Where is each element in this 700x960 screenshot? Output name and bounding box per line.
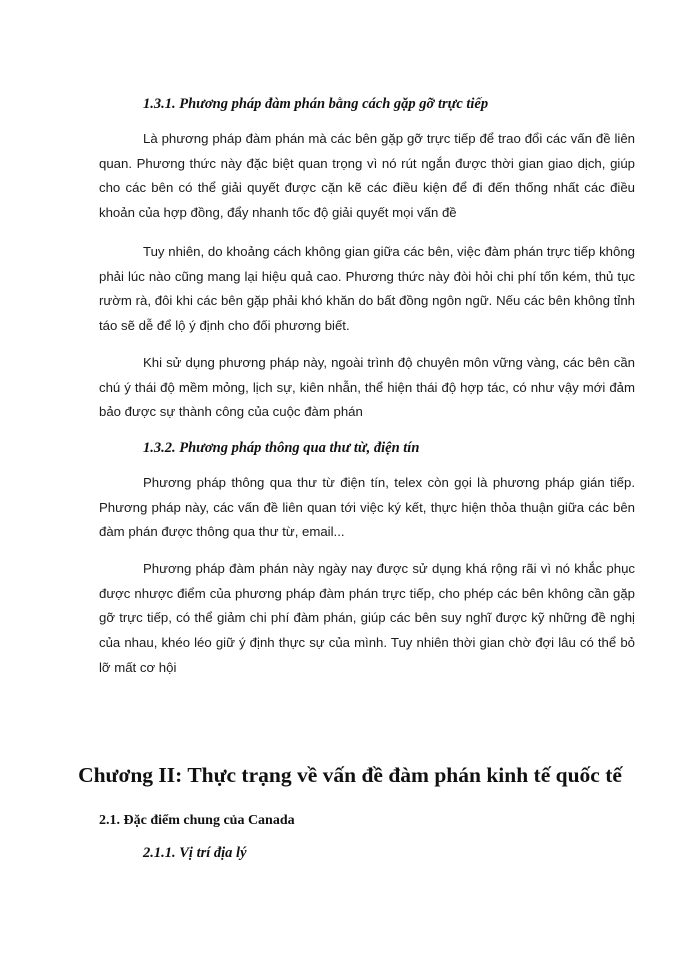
paragraph-indirect-method-benefits: Phương pháp đàm phán này ngày nay được sử dụng khá rộng rãi vì nó khắc phục được nhược điểm của phương pháp đàm phán trực tiếp, cho phép các bên không cần gặp gỡ trực tiếp, có thể giảm chi phí đàm phán, giúp các bên suy nghĩ được kỹ những đề nghị của nhau, khéo léo giữ ý định thực sự của mình. Tuy nhiên thời gian chờ đợi lâu có thể bỏ lỡ mất cơ hội <box>99 561 635 675</box>
subsection-heading-1-3-2: 1.3.2. Phương pháp thông qua thư từ, điện tín <box>143 440 420 456</box>
paragraph-direct-method-advice: Khi sử dụng phương pháp này, ngoài trình độ chuyên môn vững vàng, các bên cần chú ý thái độ mềm mỏng, lịch sự, kiên nhẫn, thể hiện thái độ hợp tác, có như vậy mới đảm bảo được sự thành công của cuộc đàm phán <box>99 355 635 420</box>
section-heading-2-1: 2.1. Đặc điểm chung của Canada <box>99 813 295 828</box>
chapter-title: Chương II: Thực trạng về vấn đề đàm phán kinh tế quốc tế <box>78 763 622 787</box>
subsection-heading-1-3-1: 1.3.1. Phương pháp đàm phán bằng cách gặp gỡ trực tiếp <box>143 96 489 112</box>
subsection-heading-2-1-1: 2.1.1. Vị trí địa lý <box>143 845 247 861</box>
paragraph-direct-method-definition: Là phương pháp đàm phán mà các bên gặp gỡ trực tiếp để trao đổi các vấn đề liên quan. Phương thức này đặc biệt quan trọng vì nó rút ngắn được thời gian giao dịch, giúp cho các bên có thể giải quyết được cặn kẽ các điều kiện để đi đến thống nhất các điều khoản của hợp đồng, đẩy nhanh tốc độ giải quyết mọi vấn đề <box>99 131 635 221</box>
paragraph-direct-method-drawbacks: Tuy nhiên, do khoảng cách không gian giữa các bên, việc đàm phán trực tiếp không phải lúc nào cũng mang lại hiệu quả cao. Phương thức này đòi hỏi chi phí tốn kém, thủ tục rườm rà, đôi khi các bên gặp phải khó khăn do bất đồng ngôn ngữ. Nếu các bên không tỉnh táo sẽ dễ để lộ ý định cho đối phương biết. <box>99 244 635 334</box>
paragraph-indirect-method-definition: Phương pháp thông qua thư từ điện tín, telex còn gọi là phương pháp gián tiếp. Phương pháp này, các vấn đề liên quan tới việc ký kết, thực hiện thỏa thuận giữa các bên đàm phán được thông qua thư từ, email... <box>99 475 635 540</box>
